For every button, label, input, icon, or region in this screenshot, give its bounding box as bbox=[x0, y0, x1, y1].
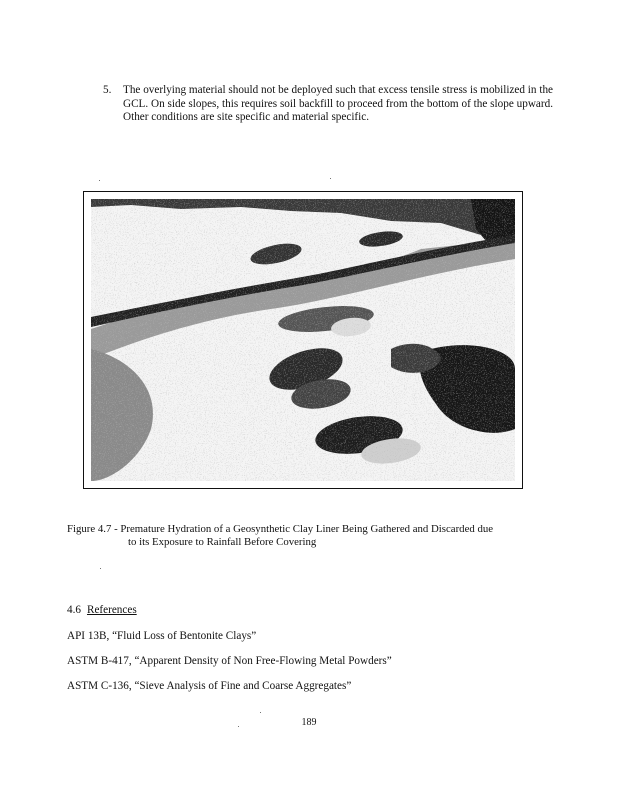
scan-speck bbox=[99, 180, 100, 181]
reference-item: API 13B, “Fluid Loss of Bentonite Clays” bbox=[67, 630, 257, 642]
figure-photo bbox=[83, 191, 523, 489]
reference-item: ASTM B-417, “Apparent Density of Non Free-Flowing Metal Powders” bbox=[67, 655, 392, 667]
section-number: 4.6 bbox=[67, 604, 81, 616]
scan-speck bbox=[330, 178, 331, 179]
list-item-5 bbox=[103, 84, 553, 125]
list-item-text: The overlying material should not be deployed such that excess tensile stress is mobilized in the GCL. On side slopes, this requires soil backfill to proceed from the bottom of the slope upward. Other conditions are site specific and material specific. bbox=[123, 84, 553, 124]
list-item-number: 5. bbox=[103, 84, 112, 96]
page-number: 189 bbox=[301, 717, 317, 728]
figure-caption-line1: Premature Hydration of a Geosynthetic Clay Liner Being Gathered and Discarded due bbox=[120, 523, 494, 535]
section-heading bbox=[67, 604, 137, 616]
reference-item: ASTM C-136, “Sieve Analysis of Fine and Coarse Aggregates” bbox=[67, 680, 352, 692]
scan-speck bbox=[260, 712, 261, 713]
figure-caption bbox=[67, 523, 567, 550]
section-title: References bbox=[86, 604, 137, 616]
figure-caption-line2: to its Exposure to Rainfall Before Covering bbox=[128, 536, 317, 549]
scan-speck bbox=[100, 568, 101, 569]
figure-caption-label: Figure 4.7 - bbox=[67, 523, 118, 535]
gcl-rolls-photo bbox=[91, 199, 515, 481]
